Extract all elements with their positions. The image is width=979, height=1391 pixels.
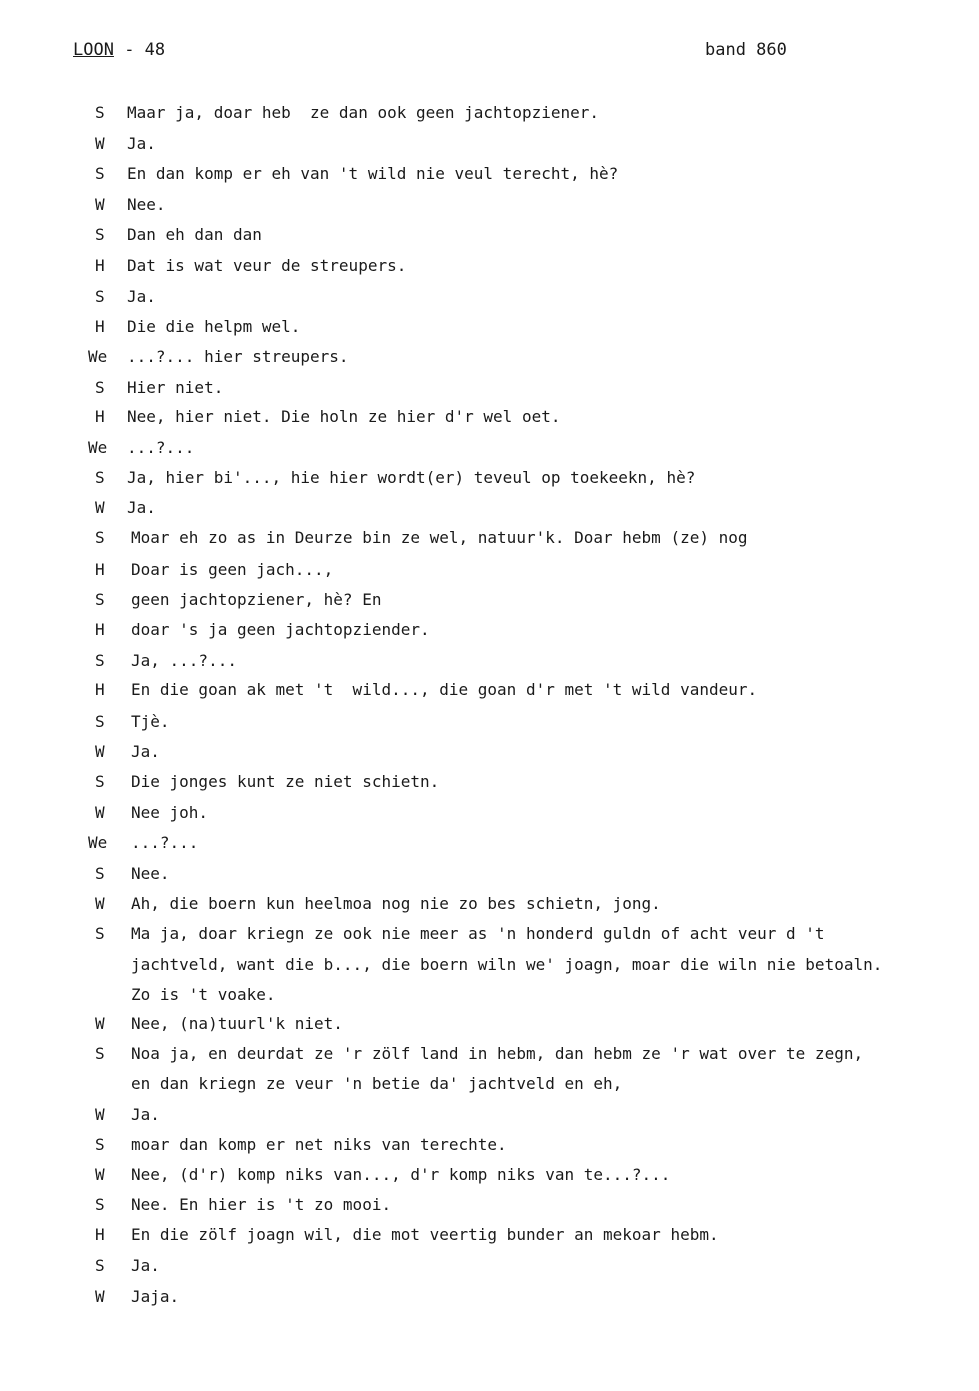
transcript-line [0, 1195, 979, 1219]
utterance-text: Moar eh zo as in Deurze bin ze wel, natuur'k. Doar hebm (ze) nog [131, 528, 748, 547]
speaker-label: H [95, 256, 105, 275]
speaker-label: We [88, 438, 108, 457]
utterance-text: Die die helpm wel. [127, 317, 301, 336]
transcript-line [0, 833, 979, 857]
transcript-line [0, 680, 979, 704]
utterance-text: Ja. [131, 742, 160, 761]
utterance-text: Nee joh. [131, 803, 209, 822]
utterance-text: Maar ja, doar heb ze dan ook geen jachtopziener. [127, 103, 600, 122]
speaker-label: S [95, 924, 105, 943]
speaker-label: S [95, 1256, 105, 1275]
transcript-line [0, 195, 979, 219]
utterance-text: Ja. [127, 134, 156, 153]
utterance-text: Tjè. [131, 712, 170, 731]
speaker-label: S [95, 1195, 105, 1214]
transcript-line [0, 772, 979, 796]
transcript-line [0, 164, 979, 188]
page-header-left [73, 40, 165, 60]
transcript-line [0, 287, 979, 311]
transcript-line [0, 1014, 979, 1038]
transcript-line [0, 955, 979, 979]
utterance-text: Nee, hier niet. Die holn ze hier d'r wel oet. [127, 407, 561, 426]
utterance-text: jachtveld, want die b..., die boern wiln we' joagn, moar die wiln nie betoaln. [131, 955, 883, 974]
speaker-label: W [95, 1014, 105, 1033]
speaker-label: W [95, 195, 105, 214]
transcript-line [0, 1044, 979, 1068]
speaker-label: H [95, 407, 105, 426]
speaker-label: H [95, 680, 105, 699]
utterance-text: Ja. [127, 287, 156, 306]
speaker-label: W [95, 1165, 105, 1184]
speaker-label: S [95, 590, 105, 609]
transcript-line [0, 590, 979, 614]
speaker-label: S [95, 225, 105, 244]
utterance-text: En dan komp er eh van 't wild nie veul terecht, hè? [127, 164, 619, 183]
transcript-line [0, 438, 979, 462]
utterance-text: en dan kriegn ze veur 'n betie da' jachtveld en eh, [131, 1074, 623, 1093]
document-title: LOON [73, 40, 114, 60]
transcript-line [0, 651, 979, 675]
transcript-line [0, 864, 979, 888]
speaker-label: S [95, 528, 105, 547]
utterance-text: Dan eh dan dan [127, 225, 262, 244]
speaker-label: We [88, 347, 108, 366]
utterance-text: Hier niet. [127, 378, 224, 397]
transcript-line [0, 1165, 979, 1189]
speaker-label: S [95, 378, 105, 397]
utterance-text: Nee, (na)tuurl'k niet. [131, 1014, 343, 1033]
speaker-label: S [95, 287, 105, 306]
speaker-label: H [95, 620, 105, 639]
utterance-text: Dat is wat veur de streupers. [127, 256, 407, 275]
speaker-label: W [95, 498, 105, 517]
utterance-text: Zo is 't voake. [131, 985, 276, 1004]
utterance-text: doar 's ja geen jachtopziender. [131, 620, 430, 639]
utterance-text: moar dan komp er net niks van terechte. [131, 1135, 507, 1154]
utterance-text: Ma ja, doar kriegn ze ook nie meer as 'n honderd guldn of acht veur d 't [131, 924, 825, 943]
utterance-text: Die jonges kunt ze niet schietn. [131, 772, 440, 791]
utterance-text: Ja. [127, 498, 156, 517]
transcript-line [0, 256, 979, 280]
utterance-text: ...?... [127, 438, 195, 457]
transcript-line [0, 498, 979, 522]
transcript-line [0, 560, 979, 584]
speaker-label: W [95, 1287, 105, 1306]
transcript-line [0, 712, 979, 736]
transcript-line [0, 347, 979, 371]
speaker-label: H [95, 560, 105, 579]
transcript-line [0, 103, 979, 127]
utterance-text: Ja, ...?... [131, 651, 237, 670]
transcript-line [0, 924, 979, 948]
utterance-text: Ja. [131, 1105, 160, 1124]
utterance-text: En die goan ak met 't wild..., die goan d'r met 't wild vandeur. [131, 680, 758, 699]
utterance-text: Noa ja, en deurdat ze 'r zölf land in hebm, dan hebm ze 'r wat over te zegn, [131, 1044, 864, 1063]
utterance-text: ...?... hier streupers. [127, 347, 349, 366]
page-number: - 48 [113, 40, 166, 60]
speaker-label: S [95, 164, 105, 183]
transcript-line [0, 742, 979, 766]
utterance-text: Jaja. [131, 1287, 180, 1306]
transcript-line [0, 1287, 979, 1311]
speaker-label: W [95, 803, 105, 822]
speaker-label: S [95, 772, 105, 791]
utterance-text: En die zölf joagn wil, die mot veertig bunder an mekoar hebm. [131, 1225, 719, 1244]
utterance-text: Ah, die boern kun heelmoa nog nie zo bes schietn, jong. [131, 894, 661, 913]
transcript-line [0, 1074, 979, 1098]
transcript-line [0, 1256, 979, 1280]
transcript-line [0, 985, 979, 1009]
transcript-line [0, 134, 979, 158]
transcript-line [0, 1135, 979, 1159]
utterance-text: Ja. [131, 1256, 160, 1275]
transcript-line [0, 407, 979, 431]
utterance-text: ...?... [131, 833, 199, 852]
speaker-label: We [88, 833, 108, 852]
speaker-label: W [95, 1105, 105, 1124]
speaker-label: S [95, 864, 105, 883]
utterance-text: Doar is geen jach..., [131, 560, 334, 579]
transcript-line [0, 468, 979, 492]
utterance-text: Nee, (d'r) komp niks van..., d'r komp niks van te...?... [131, 1165, 671, 1184]
utterance-text: Nee. [131, 864, 170, 883]
transcript-line [0, 894, 979, 918]
speaker-label: S [95, 103, 105, 122]
transcript-line [0, 1225, 979, 1249]
band-number: band 860 [705, 40, 787, 60]
transcript-line [0, 378, 979, 402]
transcript-line [0, 225, 979, 249]
transcript-line [0, 1105, 979, 1129]
transcript-line [0, 528, 979, 552]
speaker-label: W [95, 742, 105, 761]
transcript-line [0, 620, 979, 644]
speaker-label: S [95, 1044, 105, 1063]
utterance-text: Ja, hier bi'..., hie hier wordt(er) teveul op toekeekn, hè? [127, 468, 696, 487]
utterance-text: geen jachtopziener, hè? En [131, 590, 382, 609]
utterance-text: Nee. En hier is 't zo mooi. [131, 1195, 392, 1214]
speaker-label: H [95, 317, 105, 336]
speaker-label: S [95, 651, 105, 670]
speaker-label: S [95, 468, 105, 487]
speaker-label: H [95, 1225, 105, 1244]
speaker-label: S [95, 1135, 105, 1154]
transcript-line [0, 803, 979, 827]
utterance-text: Nee. [127, 195, 166, 214]
speaker-label: W [95, 134, 105, 153]
speaker-label: W [95, 894, 105, 913]
transcript-line [0, 317, 979, 341]
speaker-label: S [95, 712, 105, 731]
